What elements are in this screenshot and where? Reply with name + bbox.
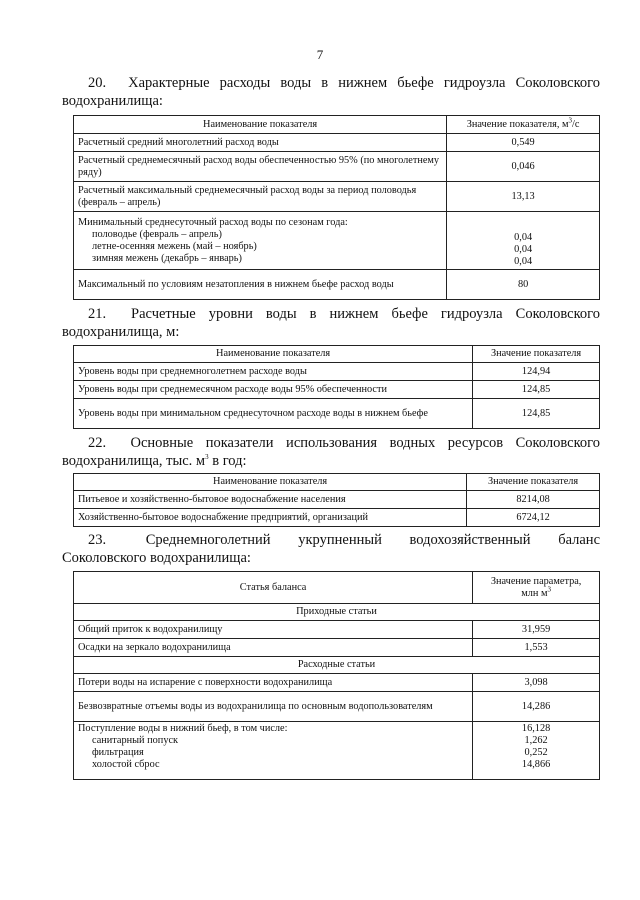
row-value: 124,85 bbox=[473, 381, 600, 399]
section-20-title-line1: Характерные расходы воды в нижнем бьефе гидроузла Соколовского bbox=[128, 75, 600, 91]
income-title: Приходные статьи bbox=[74, 604, 600, 621]
row-name: Безвозвратные отъемы воды из водохранилища по основным водопользователям bbox=[74, 692, 473, 722]
column-header-value: Значение показателя bbox=[473, 346, 600, 363]
row-name: Потери воды на испарение с поверхности водохранилища bbox=[74, 674, 473, 692]
discharge-item: фильтрация bbox=[92, 747, 144, 758]
row-value: 13,13 bbox=[447, 182, 600, 212]
row-name: Осадки на зеркало водохранилища bbox=[74, 639, 473, 657]
column-header-name: Статья баланса bbox=[74, 572, 473, 604]
seasonal-values bbox=[447, 212, 600, 270]
expense-title: Расходные статьи bbox=[74, 657, 600, 674]
row-name: Расчетный максимальный среднемесячный расход воды за период половодья (февраль – апрель) bbox=[74, 182, 447, 212]
section-20-heading bbox=[62, 74, 600, 110]
table-row bbox=[74, 182, 600, 212]
row-name: Уровень воды при минимальном среднесуточном расходе воды в нижнем бьефе bbox=[74, 399, 473, 429]
water-use-table bbox=[73, 473, 600, 527]
section-row-income bbox=[74, 604, 600, 621]
section-23-heading bbox=[62, 531, 600, 567]
water-discharge-table bbox=[73, 115, 600, 300]
discharge-item: холостой сброс bbox=[92, 759, 160, 770]
section-20-number: 20. bbox=[88, 75, 107, 91]
row-value: 80 bbox=[447, 270, 600, 300]
section-23-number: 23. bbox=[88, 532, 107, 548]
row-value: 6724,12 bbox=[467, 509, 600, 527]
section-21-title-line2: водохранилища, м: bbox=[62, 324, 180, 340]
row-name: Расчетный средний многолетний расход воды bbox=[74, 134, 447, 152]
seasonal-value: 0,04 bbox=[514, 244, 533, 255]
table-row bbox=[74, 509, 600, 527]
discharge-value: 1,262 bbox=[524, 735, 548, 746]
row-name: Общий приток к водохранилищу bbox=[74, 621, 473, 639]
discharge-value: 14,866 bbox=[521, 759, 551, 770]
seasonal-item: летне-осенняя межень (май – ноябрь) bbox=[92, 240, 257, 252]
row-name: Уровень воды при среднемноголетнем расходе воды bbox=[74, 363, 473, 381]
table-row bbox=[74, 491, 600, 509]
discharge-title: Поступление воды в нижний бьеф, в том числе: bbox=[78, 723, 288, 734]
table-row bbox=[74, 621, 600, 639]
row-name: Расчетный среднемесячный расход воды обеспеченностью 95% (по многолетнему ряду) bbox=[74, 152, 447, 182]
row-value: 14,286 bbox=[473, 692, 600, 722]
discharge-total: 16,128 bbox=[521, 723, 551, 734]
table-header-row bbox=[74, 572, 600, 604]
row-value: 0,549 bbox=[447, 134, 600, 152]
section-22-heading bbox=[62, 434, 600, 470]
column-header-value: Значение показателя bbox=[467, 474, 600, 491]
table-header-row bbox=[74, 474, 600, 491]
table-header-row bbox=[74, 116, 600, 134]
seasonal-title: Минимальный среднесуточный расход воды по сезонам года: bbox=[78, 216, 348, 228]
section-20-title-line2: водохранилища: bbox=[62, 93, 163, 109]
table-header-row bbox=[74, 346, 600, 363]
row-value: 124,85 bbox=[473, 399, 600, 429]
water-levels-table bbox=[73, 345, 600, 429]
section-22-title-line1: Основные показатели использования водных ресурсов Соколовского bbox=[130, 435, 601, 451]
seasonal-names bbox=[74, 212, 447, 270]
row-value: 124,94 bbox=[473, 363, 600, 381]
section-23-title-line2: Соколовского водохранилища: bbox=[62, 550, 251, 566]
seasonal-item: половодье (февраль – апрель) bbox=[92, 228, 222, 240]
section-22-number: 22. bbox=[88, 435, 107, 451]
column-header-name: Наименование показателя bbox=[74, 474, 467, 491]
row-value: 1,553 bbox=[473, 639, 600, 657]
row-name: Уровень воды при среднемесячном расходе воды 95% обеспеченности bbox=[74, 381, 473, 399]
discharge-values bbox=[473, 722, 600, 780]
row-value: 3,098 bbox=[473, 674, 600, 692]
water-balance-table bbox=[73, 571, 600, 780]
row-name: Хозяйственно-бытовое водоснабжение предприятий, организаций bbox=[74, 509, 467, 527]
table-row-discharge bbox=[74, 722, 600, 780]
discharge-item: санитарный попуск bbox=[92, 735, 179, 746]
row-value: 0,046 bbox=[447, 152, 600, 182]
section-21-title-line1: Расчетные уровни воды в нижнем бьефе гидроузла Соколовского bbox=[131, 306, 601, 322]
row-name: Питьевое и хозяйственно-бытовое водоснабжение населения bbox=[74, 491, 467, 509]
seasonal-value: 0,04 bbox=[514, 256, 533, 267]
table-row bbox=[74, 399, 600, 429]
section-21-number: 21. bbox=[88, 306, 107, 322]
column-header-value: Значение параметра, млн $м^3$ bbox=[473, 572, 600, 604]
table-row bbox=[74, 639, 600, 657]
table-row-seasonal bbox=[74, 212, 600, 270]
row-name: Максимальный по условиям незатопления в нижнем бьефе расход воды bbox=[74, 270, 447, 300]
seasonal-item: зимняя межень (декабрь – январь) bbox=[92, 252, 242, 264]
row-value: 31,959 bbox=[473, 621, 600, 639]
table-row bbox=[74, 363, 600, 381]
column-header-name: Наименование показателя bbox=[74, 346, 473, 363]
section-21-heading bbox=[62, 305, 600, 341]
row-value: 8214,08 bbox=[467, 491, 600, 509]
discharge-value: 0,252 bbox=[524, 747, 548, 758]
table-row bbox=[74, 152, 600, 182]
discharge-names bbox=[74, 722, 473, 780]
table-row bbox=[74, 674, 600, 692]
seasonal-value: 0,04 bbox=[514, 232, 533, 243]
section-22-title-line2: водохранилища, тыс. $м^3$ в год: bbox=[62, 453, 247, 469]
column-header-name: Наименование показателя bbox=[74, 116, 447, 134]
table-row bbox=[74, 381, 600, 399]
table-row bbox=[74, 134, 600, 152]
table-row bbox=[74, 692, 600, 722]
section-23-title-line1: Среднемноголетний укрупненный водохозяйственный баланс bbox=[145, 532, 600, 548]
column-header-value: Значение показателя, $м^3/с$ bbox=[447, 116, 600, 134]
page-number: 7 bbox=[316, 47, 324, 62]
section-row-expense bbox=[74, 657, 600, 674]
table-row bbox=[74, 270, 600, 300]
